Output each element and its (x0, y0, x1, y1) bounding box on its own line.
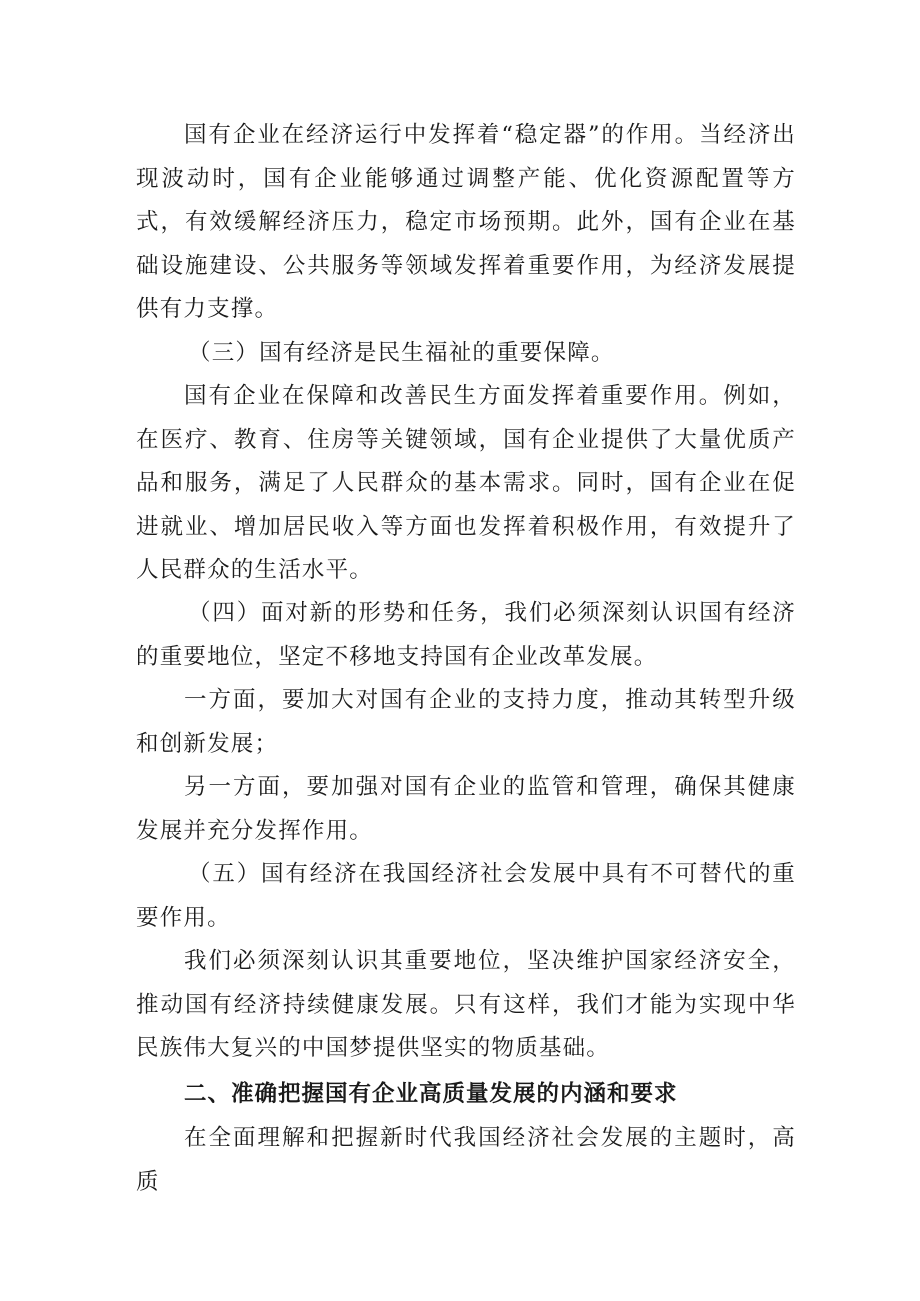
subheading-three-livelihood: （三）国有经济是民生福祉的重要保障。 (188, 340, 615, 366)
paragraph-other-aspect: 另一方面，要加强对国有企业的监管和管理，确保其健康发展并充分发挥作用。 (136, 774, 796, 844)
paragraph-four-new-situation: （四）面对新的形势和任务，我们必须深刻认识国有经济的重要地位，坚定不移地支持国有企业改革发展。 (136, 600, 796, 670)
paragraph-conclusion: 我们必须深刻认识其重要地位，坚决维护国家经济安全，推动国有经济持续健康发展。只有这样，我们才能为实现中华民族伟大复兴的中国梦提供坚实的物质基础。 (136, 948, 796, 1061)
paragraph-five-irreplaceable: （五）国有经济在我国经济社会发展中具有不可替代的重要作用。 (136, 861, 796, 931)
paragraph-livelihood: 国有企业在保障和改善民生方面发挥着重要作用。例如，在医疗、教育、住房等关键领域，国有企业提供了大量优质产品和服务，满足了人民群众的基本需求。同时，国有企业在促进就业、增加居民收入等方面也发挥着积极作用，有效提升了人民群众的生活水平。 (136, 383, 796, 583)
paragraph-one-aspect: 一方面，要加大对国有企业的支持力度，推动其转型升级和创新发展； (136, 687, 796, 757)
section-heading-two: 二、准确把握国有企业高质量发展的内涵和要求 (184, 1081, 678, 1107)
paragraph-stabilizer-role: 国有企业在经济运行中发挥着“稳定器”的作用。当经济出现波动时，国有企业能够通过调整产能、优化资源配置等方式，有效缓解经济压力，稳定市场预期。此外，国有企业在基础设施建设、公共服务等领域发挥着重要作用，为经济发展提供有力支撑。 (136, 122, 796, 322)
paragraph-final: 在全面理解和把握新时代我国经济社会发展的主题时，高质 (136, 1125, 796, 1195)
